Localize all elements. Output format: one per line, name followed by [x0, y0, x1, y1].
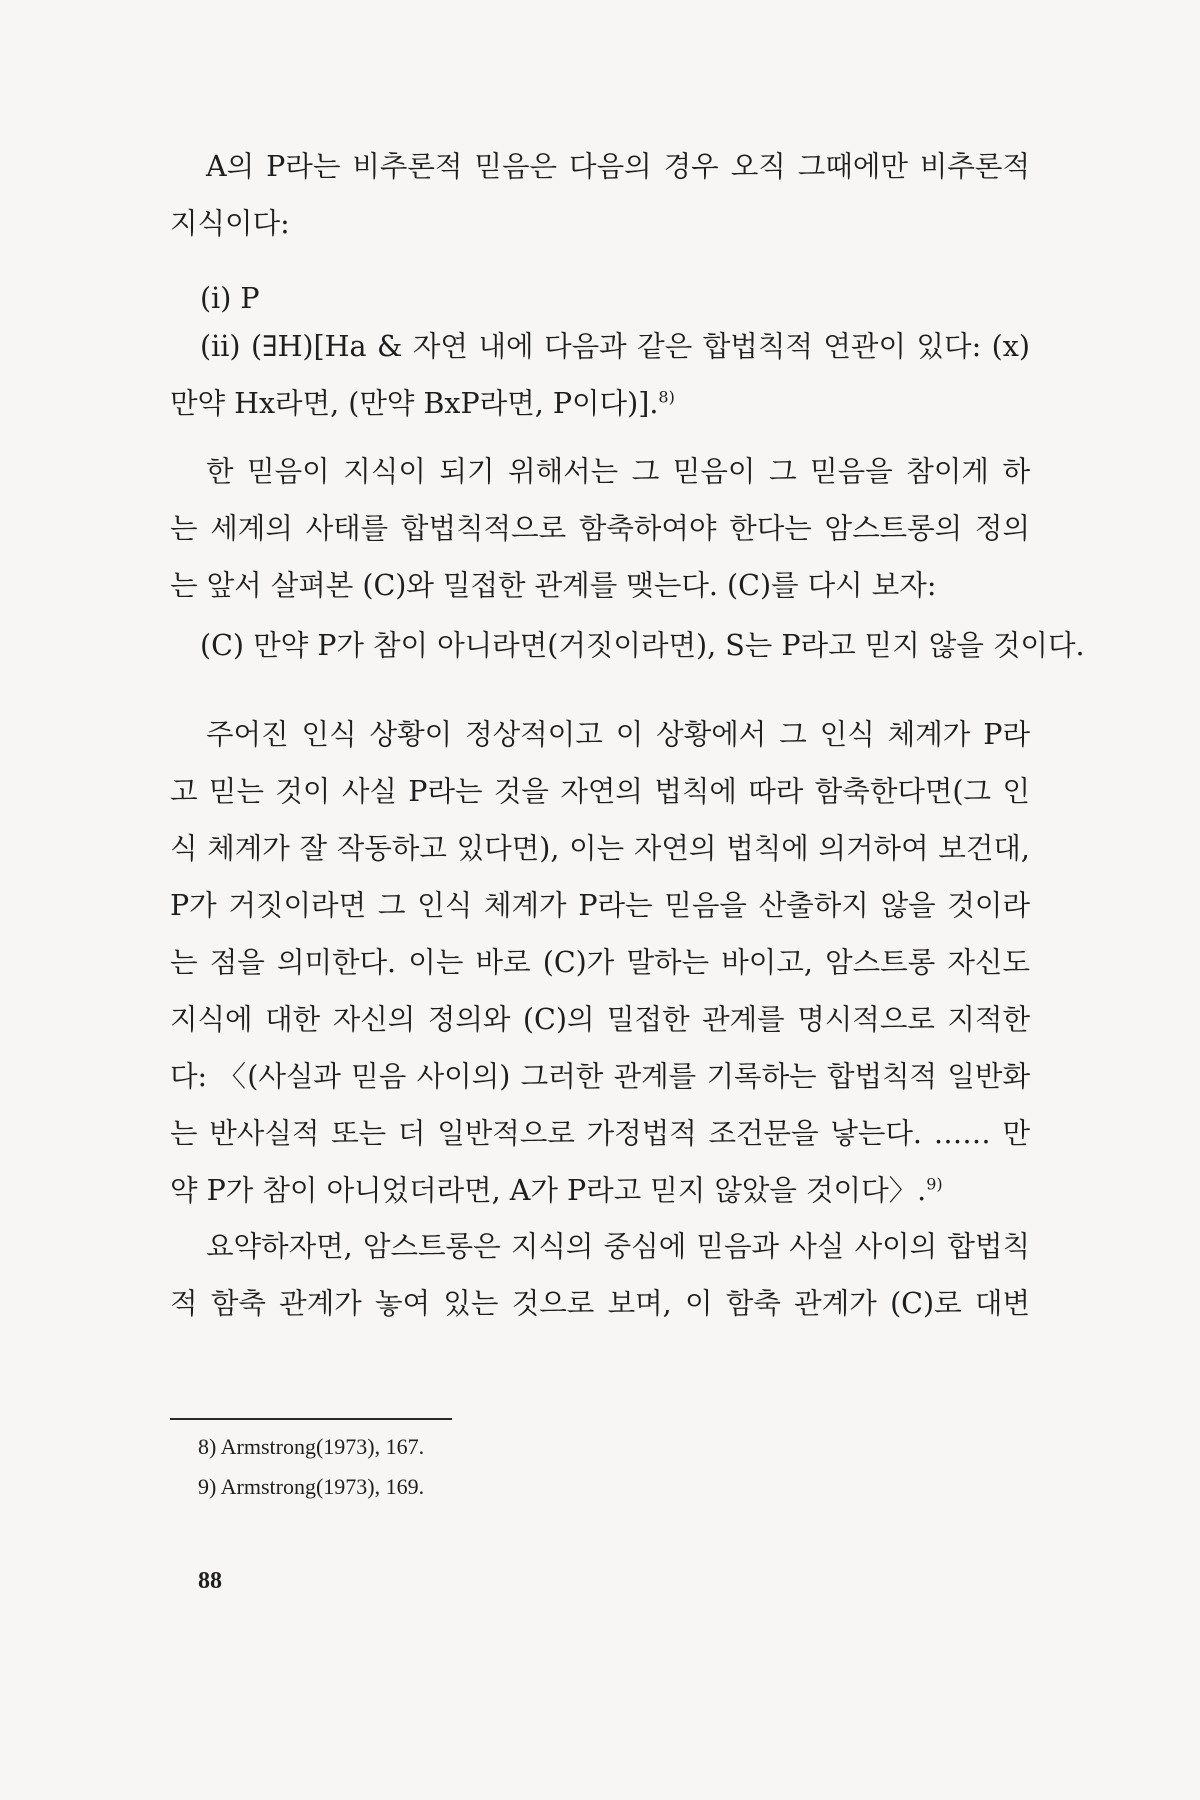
paragraph-1 — [170, 443, 1030, 614]
paragraph-2 — [170, 706, 1030, 1219]
definition-item-ii — [170, 318, 1030, 432]
text-line: 지식에 대한 자신의 정의와 (C)의 밀접한 관계를 명시적으로 지적한 — [170, 1003, 1030, 1036]
text-line: 적 함축 관계가 놓여 있는 것으로 보며, 이 함축 관계가 (C)로 대변 — [170, 1287, 1030, 1320]
text-line: 는 점을 의미한다. 이는 바로 (C)가 말하는 바이고, 암스트롱 자신도 — [170, 946, 1030, 979]
page-number: 88 — [198, 1568, 222, 1594]
text-line — [170, 375, 1030, 432]
footnote-divider — [170, 1418, 452, 1420]
condition-c: (C) 만약 P가 참이 아니라면(거짓이라면), S는 P라고 믿지 않을 것이다. — [200, 629, 1085, 662]
definition-item-i: (i) P — [200, 282, 260, 315]
text-line: 고 믿는 것이 사실 P라는 것을 자연의 법칙에 따라 함축한다면(그 인 — [170, 775, 1030, 808]
text-line: (ii) (∃H)[Ha & 자연 내에 다음과 같은 합법칙적 연관이 있다: (x) — [200, 330, 1030, 363]
text-line: 지식이다: — [170, 207, 290, 240]
footnote-8: 8) Armstrong(1973), 167. — [198, 1434, 425, 1459]
text-segment: 만약 Hx라면, (만약 BxP라면, P이다)]. — [170, 387, 659, 420]
text-line: 요약하자면, 암스트롱은 지식의 중심에 믿음과 사실 사이의 합법칙 — [206, 1230, 1030, 1263]
text-segment: 약 P가 참이 아니었더라면, A가 P라고 믿지 않았을 것이다〉. — [170, 1174, 927, 1207]
text-line: A의 P라는 비추론적 믿음은 다음의 경우 오직 그때에만 비추론적 — [206, 150, 1030, 183]
footnote-ref-8[interactable]: 8) — [658, 387, 675, 407]
paragraph-3 — [170, 1218, 1030, 1332]
text-line: 다: 〈(사실과 믿음 사이의) 그러한 관계를 기록하는 합법칙적 일반화 — [170, 1060, 1030, 1093]
definition-intro — [170, 138, 1030, 252]
text-line: 는 반사실적 또는 더 일반적으로 가정법적 조건문을 낳는다. …… 만 — [170, 1117, 1030, 1150]
text-line: 식 체계가 잘 작동하고 있다면), 이는 자연의 법칙에 의거하여 보건대, — [170, 832, 1030, 865]
text-line: 주어진 인식 상황이 정상적이고 이 상황에서 그 인식 체계가 P라 — [206, 718, 1030, 751]
text-line: 는 앞서 살펴본 (C)와 밀접한 관계를 맺는다. (C)를 다시 보자: — [170, 569, 937, 602]
text-line: 한 믿음이 지식이 되기 위해서는 그 믿음이 그 믿음을 참이게 하 — [206, 455, 1030, 488]
footnote-9: 9) Armstrong(1973), 169. — [198, 1474, 425, 1499]
footnote-ref-9[interactable]: 9) — [926, 1174, 943, 1194]
text-line: P가 거짓이라면 그 인식 체계가 P라는 믿음을 산출하지 않을 것이라 — [170, 889, 1030, 922]
text-line — [170, 1162, 1030, 1219]
text-line: 는 세계의 사태를 합법칙적으로 함축하여야 한다는 암스트롱의 정의 — [170, 512, 1030, 545]
